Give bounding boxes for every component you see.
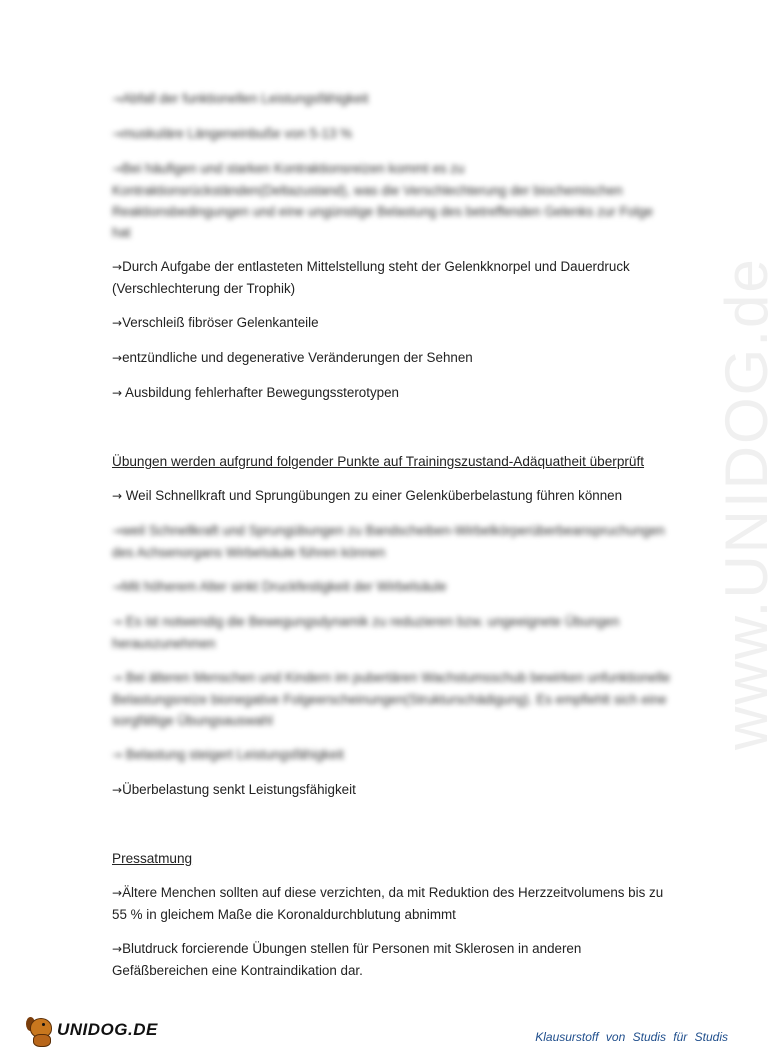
arrow-icon: → (112, 783, 123, 797)
bullet-paragraph (112, 382, 672, 404)
arrow-icon: → (112, 260, 123, 274)
bullet-paragraph (112, 485, 672, 507)
footer-tagline: Klausurstoff von Studis für Studis (535, 1030, 728, 1044)
bullet-paragraph (112, 882, 672, 925)
arrow-icon: → (112, 942, 123, 956)
arrow-icon: → (112, 316, 123, 330)
arrow-icon: → (112, 351, 123, 365)
paragraph-text: Belastung steigert Leistungsfähigkeit (122, 747, 344, 762)
arrow-icon: → (112, 127, 123, 141)
blurred-bullet-paragraph (112, 158, 672, 243)
arrow-icon: → (112, 886, 123, 900)
arrow-icon: → (112, 748, 123, 762)
dog-mascot-icon (24, 1014, 54, 1046)
paragraph-text: Bei älteren Menschen und Kindern im pubertären Wachstumsschub bewirken unfunktionelle Belastungsreize bionegative Folgeerscheinungen(Strukturschädigung). Es empfiehlt sich eine sorgfältige Übungsauswahl (112, 670, 671, 728)
section-heading: Übungen werden aufgrund folgender Punkte auf Trainingszustand-Adäquatheit überprüft (112, 454, 645, 469)
paragraph-text: Verschleiß fibröser Gelenkanteile (122, 315, 319, 330)
blurred-bullet-paragraph (112, 611, 672, 654)
arrow-icon: → (112, 489, 123, 503)
paragraph-text: Weil Schnellkraft und Sprungübungen zu einer Gelenküberbelastung führen können (122, 488, 623, 503)
paragraph-text: Ältere Menchen sollten auf diese verzichten, da mit Reduktion des Herzzeitvolumens bis zu 55 % in gleichem Maße die Koronaldurchblutung abnimmt (112, 885, 664, 922)
footer-logo (24, 1014, 158, 1046)
paragraph-text: Es ist notwendig die Bewegungsdynamik zu reduzieren bzw. ungeeignete Übungen herauszunehmen (112, 614, 620, 651)
paragraph-text: Bei häufigen und starken Kontraktionsreizen kommt es zu Kontraktionsrückständen(Deltazustand), was die Verschlechterung der biochemischen Reaktionsbedingungen und eine ungünstige Belastung des betreffenden Gelenks zur Folge hat (112, 161, 653, 240)
section-spacer (112, 814, 672, 848)
paragraph-text: Mit höherem Alter sinkt Druckfestigkeit der Wirbelsäule (122, 579, 447, 594)
blurred-bullet-paragraph (112, 123, 672, 145)
paragraph-text: Blutdruck forcierende Übungen stellen für Personen mit Sklerosen in anderen Gefäßbereichen eine Kontraindikation dar. (112, 941, 582, 978)
arrow-icon: → (112, 162, 123, 176)
blurred-bullet-paragraph (112, 667, 672, 731)
paragraph-text: muskuläre Längeneinbuße von 5-13 % (122, 126, 353, 141)
paragraph-text: entzündliche und degenerative Veränderungen der Sehnen (122, 350, 473, 365)
blurred-bullet-paragraph (112, 744, 672, 766)
blurred-bullet-paragraph (112, 576, 672, 598)
paragraph-text: weil Schnellkraft und Sprungübungen zu Bandscheiben-Wirbelkörperüberbeanspruchungen des Achsenorgans Wirbelsäule führen können (112, 523, 665, 560)
bullet-paragraph (112, 938, 672, 981)
arrow-icon: → (112, 580, 123, 594)
section-heading: Pressatmung (112, 851, 193, 866)
bullet-paragraph (112, 256, 672, 299)
logo-text: UNIDOG.DE (57, 1020, 158, 1039)
paragraph-text: Überbelastung senkt Leistungsfähigkeit (122, 782, 356, 797)
paragraph-text: Durch Aufgabe der entlasteten Mittelstellung steht der Gelenkknorpel und Dauerdruck (Verschlechterung der Trophik) (112, 259, 630, 296)
arrow-icon: → (112, 386, 123, 400)
arrow-icon: → (112, 615, 123, 629)
section-spacer (112, 417, 672, 451)
document-content (112, 88, 672, 994)
paragraph-text: Ausbildung fehlerhafter Bewegungssterotypen (122, 385, 399, 400)
bullet-paragraph (112, 347, 672, 369)
paragraph-text: Abfall der funktionellen Leistungsfähigkeit (122, 91, 369, 106)
arrow-icon: → (112, 671, 123, 685)
bullet-paragraph (112, 779, 672, 801)
blurred-bullet-paragraph (112, 520, 672, 563)
bullet-paragraph (112, 312, 672, 334)
arrow-icon: → (112, 524, 123, 538)
watermark: www.UNIDOG.de (713, 257, 780, 750)
blurred-bullet-paragraph (112, 88, 672, 110)
arrow-icon: → (112, 92, 123, 106)
